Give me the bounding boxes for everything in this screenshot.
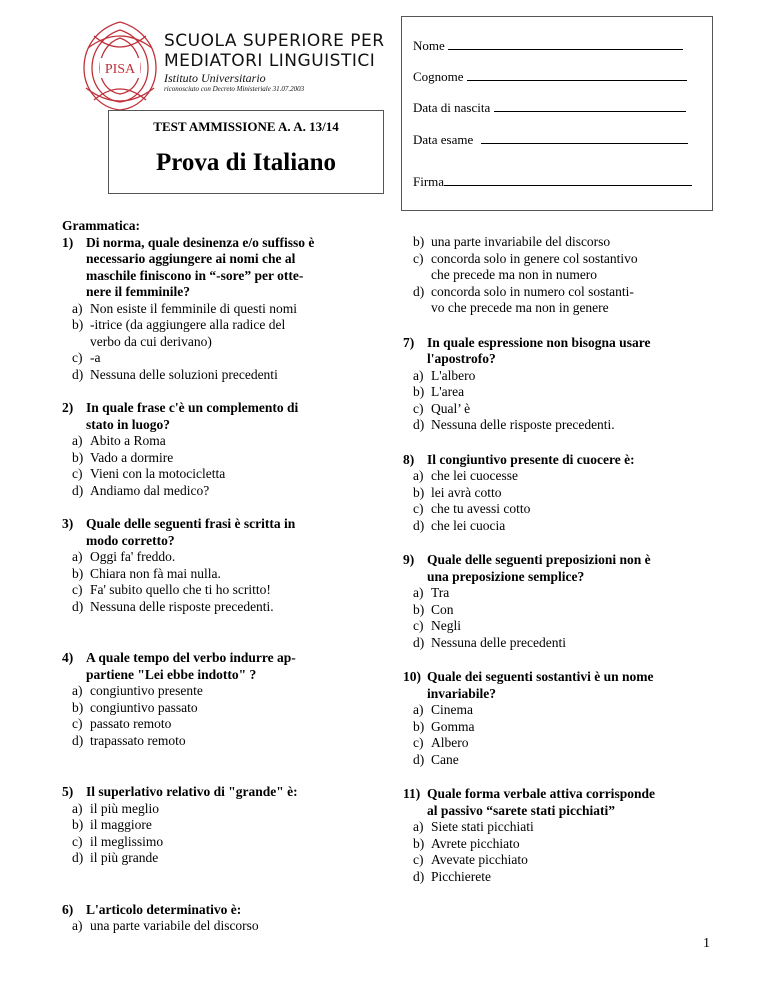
option-letter: a) bbox=[72, 918, 83, 933]
answer-option[interactable] bbox=[72, 834, 362, 851]
question-text: Quale delle seguenti frasi è scritta in bbox=[86, 516, 296, 531]
option-letter: d) bbox=[413, 634, 425, 650]
option-text: congiuntivo presente bbox=[90, 683, 203, 698]
option-text: lei avrà cotto bbox=[431, 484, 502, 500]
option-letter: c) bbox=[413, 400, 424, 416]
option-text: Picchierete bbox=[431, 868, 491, 884]
option-letter: c) bbox=[72, 716, 83, 731]
option-letter: c) bbox=[72, 833, 83, 849]
option-text: Tra bbox=[431, 585, 450, 600]
option-letter: a) bbox=[413, 819, 424, 834]
option-text: Non esiste il femminile di questi nomi bbox=[90, 300, 297, 316]
question-text: Di norma, quale desinenza e/o suffisso è bbox=[86, 234, 315, 250]
option-text: verbo da cui derivano) bbox=[90, 333, 212, 349]
cognome-label: Cognome bbox=[413, 69, 464, 84]
option-text: concorda solo in genere col sostantivo bbox=[431, 250, 638, 266]
question-number: 11) bbox=[403, 786, 421, 801]
option-letter: c) bbox=[413, 501, 424, 516]
question-block bbox=[62, 400, 362, 499]
option-text: Fa' subito quello che ti ho scritto! bbox=[90, 582, 271, 597]
answer-option[interactable] bbox=[413, 284, 723, 301]
option-letter: b) bbox=[413, 234, 425, 249]
option-text: Con bbox=[431, 601, 454, 617]
option-letter: c) bbox=[413, 852, 424, 867]
option-text: Oggi fa' freddo. bbox=[90, 549, 176, 564]
question-text: stato in luogo? bbox=[86, 416, 171, 432]
option-letter: c) bbox=[413, 618, 424, 633]
answer-option[interactable] bbox=[72, 367, 362, 384]
option-text: -itrice (da aggiungere alla radice del bbox=[90, 317, 286, 332]
question-block bbox=[403, 669, 723, 768]
option-text: L'albero bbox=[431, 367, 476, 383]
question-text: invariabile? bbox=[427, 685, 497, 701]
option-letter: d) bbox=[413, 283, 425, 299]
option-text: congiuntivo passato bbox=[90, 699, 198, 715]
option-letter: a) bbox=[72, 300, 83, 316]
question-block bbox=[62, 902, 362, 935]
answer-option[interactable] bbox=[72, 301, 362, 318]
nome-field[interactable] bbox=[413, 38, 683, 54]
answer-option[interactable] bbox=[413, 417, 723, 434]
question-text: L'articolo determinativo è: bbox=[86, 901, 242, 917]
answer-option[interactable] bbox=[413, 869, 723, 886]
question-text: una preposizione semplice? bbox=[427, 568, 585, 584]
question-number: 7) bbox=[403, 334, 415, 350]
question-number: 10) bbox=[403, 669, 421, 684]
option-text: Avrete picchiato bbox=[431, 835, 520, 851]
question-text: nere il femminile? bbox=[86, 284, 190, 299]
option-letter: a) bbox=[413, 367, 424, 383]
question-text: necessario aggiungere ai nomi che al bbox=[86, 251, 296, 266]
option-text: Negli bbox=[431, 618, 461, 633]
answer-option[interactable] bbox=[72, 817, 362, 834]
option-text: Abito a Roma bbox=[90, 433, 166, 448]
option-letter: b) bbox=[72, 699, 84, 715]
answer-option[interactable] bbox=[72, 918, 362, 935]
question-text: In quale frase c'è un complemento di bbox=[86, 400, 299, 415]
option-text: il più grande bbox=[90, 850, 159, 865]
option-letter: a) bbox=[413, 585, 424, 600]
option-letter: d) bbox=[413, 868, 425, 884]
answer-option[interactable] bbox=[413, 485, 723, 502]
option-letter: b) bbox=[72, 317, 84, 332]
option-text: Andiamo dal medico? bbox=[90, 482, 210, 498]
firma-line[interactable] bbox=[444, 174, 692, 186]
answer-option[interactable] bbox=[413, 836, 723, 853]
question-block bbox=[403, 234, 723, 317]
answer-option-continuation bbox=[72, 334, 362, 351]
question-text: al passivo “sarete stati picchiati” bbox=[427, 802, 615, 818]
answer-option[interactable] bbox=[413, 468, 723, 485]
option-letter: d) bbox=[72, 482, 84, 498]
option-letter: b) bbox=[413, 484, 425, 500]
option-text: Nessuna delle risposte precedenti. bbox=[431, 417, 615, 432]
question-number: 4) bbox=[62, 650, 74, 665]
nome-label: Nome bbox=[413, 38, 445, 53]
answer-option[interactable] bbox=[72, 850, 362, 867]
test-title-box bbox=[108, 110, 384, 194]
question-block bbox=[403, 335, 723, 434]
question-block bbox=[62, 650, 362, 749]
answer-option[interactable] bbox=[413, 384, 723, 401]
data-nascita-line[interactable] bbox=[494, 100, 686, 112]
student-info-box bbox=[401, 16, 713, 211]
data-nascita-label: Data di nascita bbox=[413, 100, 491, 115]
option-letter: a) bbox=[413, 468, 424, 483]
option-text: Siete stati picchiati bbox=[431, 819, 534, 834]
option-text: Nessuna delle precedenti bbox=[431, 634, 566, 650]
question-text: l'apostrofo? bbox=[427, 351, 496, 366]
data-esame-field[interactable] bbox=[413, 132, 688, 148]
answer-option[interactable] bbox=[72, 549, 362, 566]
logo-line-2: MEDIATORI LINGUISTICI bbox=[164, 51, 376, 71]
question-number: 1) bbox=[62, 234, 74, 250]
option-text: Gomma bbox=[431, 718, 475, 734]
test-title: Prova di Italiano bbox=[155, 149, 337, 176]
firma-label: Firma bbox=[413, 174, 445, 189]
answer-option[interactable] bbox=[413, 585, 723, 602]
option-text: passato remoto bbox=[90, 716, 172, 731]
option-letter: d) bbox=[413, 417, 425, 432]
option-text: una parte variabile del discorso bbox=[90, 918, 259, 933]
question-block bbox=[62, 784, 362, 867]
question-number: 6) bbox=[62, 901, 74, 917]
answer-option[interactable] bbox=[413, 368, 723, 385]
option-text: che precede ma non in numero bbox=[431, 267, 598, 282]
question-text: Il superlativo relativo di "grande" è: bbox=[86, 784, 298, 799]
answer-option[interactable] bbox=[72, 433, 362, 450]
option-text: il meglissimo bbox=[90, 833, 164, 849]
question-text: modo corretto? bbox=[86, 532, 175, 548]
answer-option[interactable] bbox=[413, 719, 723, 736]
question-block bbox=[403, 552, 723, 651]
answer-option[interactable] bbox=[413, 752, 723, 769]
question-text: In quale espressione non bisogna usare bbox=[427, 334, 651, 350]
option-text: Vado a dormire bbox=[90, 449, 174, 465]
answer-option-continuation bbox=[413, 267, 723, 284]
answer-option[interactable] bbox=[413, 618, 723, 635]
option-text: trapassato remoto bbox=[90, 732, 186, 748]
right-column bbox=[403, 234, 723, 885]
answer-option[interactable] bbox=[72, 716, 362, 733]
option-letter: c) bbox=[413, 250, 424, 266]
answer-option[interactable] bbox=[413, 234, 723, 251]
answer-option[interactable] bbox=[72, 350, 362, 367]
question-block bbox=[62, 235, 362, 384]
answer-option[interactable] bbox=[413, 501, 723, 518]
cognome-field[interactable] bbox=[413, 69, 687, 85]
option-text: il più meglio bbox=[90, 800, 159, 816]
option-text: che lei cuocesse bbox=[431, 468, 518, 483]
data-esame-line[interactable] bbox=[481, 132, 688, 144]
option-letter: c) bbox=[72, 350, 83, 365]
question-text: Il congiuntivo presente di cuocere è: bbox=[427, 451, 635, 467]
answer-option[interactable] bbox=[413, 735, 723, 752]
option-letter: a) bbox=[72, 549, 83, 564]
option-text: Nessuna delle soluzioni precedenti bbox=[90, 366, 278, 382]
question-block bbox=[403, 452, 723, 535]
option-letter: b) bbox=[72, 449, 84, 465]
option-text: Cinema bbox=[431, 702, 473, 717]
cognome-line[interactable] bbox=[467, 69, 687, 81]
option-text: Qual’ è bbox=[431, 400, 471, 416]
logo-emblem-icon bbox=[80, 18, 160, 113]
logo-line-3: Istituto Universitario bbox=[164, 71, 266, 85]
answer-option[interactable] bbox=[72, 582, 362, 599]
test-header: TEST AMMISSIONE A. A. 13/14 bbox=[153, 119, 339, 134]
answer-option[interactable] bbox=[72, 450, 362, 467]
data-esame-label: Data esame bbox=[413, 132, 474, 147]
option-letter: b) bbox=[72, 565, 84, 581]
question-block bbox=[403, 786, 723, 885]
answer-option[interactable] bbox=[72, 317, 362, 334]
page-number: 1 bbox=[703, 936, 710, 951]
option-text: concorda solo in numero col sostanti- bbox=[431, 283, 634, 299]
firma-field[interactable] bbox=[413, 174, 692, 190]
option-text: che lei cuocia bbox=[431, 517, 506, 533]
answer-option[interactable] bbox=[72, 599, 362, 616]
option-letter: b) bbox=[413, 835, 425, 851]
data-nascita-field[interactable] bbox=[413, 100, 686, 116]
logo-line-1: SCUOLA SUPERIORE PER bbox=[164, 31, 385, 51]
answer-option[interactable] bbox=[72, 683, 362, 700]
option-letter: c) bbox=[72, 466, 83, 481]
answer-option[interactable] bbox=[413, 852, 723, 869]
answer-option[interactable] bbox=[72, 483, 362, 500]
option-letter: d) bbox=[72, 366, 84, 382]
option-letter: c) bbox=[413, 735, 424, 750]
question-text: Quale delle seguenti preposizioni non è bbox=[427, 552, 651, 567]
option-text: che tu avessi cotto bbox=[431, 501, 531, 516]
answer-option[interactable] bbox=[72, 801, 362, 818]
option-letter: b) bbox=[413, 718, 425, 734]
answer-option[interactable] bbox=[413, 602, 723, 619]
option-letter: d) bbox=[413, 517, 425, 533]
answer-option[interactable] bbox=[413, 518, 723, 535]
option-letter: a) bbox=[72, 683, 83, 698]
option-letter: a) bbox=[413, 702, 424, 717]
nome-line[interactable] bbox=[448, 38, 683, 50]
option-letter: d) bbox=[72, 732, 84, 748]
option-letter: d) bbox=[72, 598, 84, 614]
option-text: una parte invariabile del discorso bbox=[431, 234, 611, 249]
question-number: 5) bbox=[62, 784, 74, 799]
option-text: Chiara non fà mai nulla. bbox=[90, 565, 221, 581]
question-text: maschile finiscono in “-sore” per otte- bbox=[86, 267, 304, 283]
answer-option[interactable] bbox=[413, 635, 723, 652]
answer-option[interactable] bbox=[413, 251, 723, 268]
answer-option[interactable] bbox=[72, 566, 362, 583]
svg-text:PISA: PISA bbox=[104, 62, 136, 77]
question-number: 3) bbox=[62, 516, 74, 531]
question-text: Quale forma verbale attiva corrisponde bbox=[427, 786, 655, 801]
question-number: 9) bbox=[403, 552, 415, 567]
question-text: Quale dei seguenti sostantivi è un nome bbox=[427, 669, 654, 684]
option-letter: a) bbox=[72, 433, 83, 448]
option-text: Cane bbox=[431, 751, 459, 767]
option-text: vo che precede ma non in genere bbox=[431, 300, 609, 315]
answer-option[interactable] bbox=[413, 401, 723, 418]
logo-line-4: riconosciuto con Decreto Ministeriale 31.07.2003 bbox=[164, 85, 305, 93]
option-letter: d) bbox=[413, 751, 425, 767]
answer-option[interactable] bbox=[72, 466, 362, 483]
option-text: Albero bbox=[431, 735, 469, 750]
option-letter: b) bbox=[413, 384, 425, 399]
option-text: Nessuna delle risposte precedenti. bbox=[90, 598, 274, 614]
section-title: Grammatica: bbox=[62, 218, 140, 233]
question-number: 2) bbox=[62, 400, 74, 415]
question-text: A quale tempo del verbo indurre ap- bbox=[86, 650, 296, 665]
option-text: Vieni con la motocicletta bbox=[90, 466, 226, 481]
option-text: il maggiore bbox=[90, 817, 152, 832]
option-text: -a bbox=[90, 350, 101, 365]
question-number: 8) bbox=[403, 451, 415, 467]
answer-option[interactable] bbox=[413, 702, 723, 719]
answer-option[interactable] bbox=[72, 733, 362, 750]
option-text: Avevate picchiato bbox=[431, 852, 528, 867]
question-text: partiene "Lei ebbe indotto" ? bbox=[86, 666, 257, 682]
option-letter: d) bbox=[72, 850, 84, 865]
answer-option-continuation bbox=[413, 300, 723, 317]
option-letter: b) bbox=[413, 601, 425, 617]
question-block bbox=[62, 516, 362, 615]
answer-option[interactable] bbox=[72, 700, 362, 717]
option-text: L'area bbox=[431, 384, 465, 399]
option-letter: a) bbox=[72, 800, 83, 816]
school-logo bbox=[80, 18, 390, 113]
left-column bbox=[62, 218, 362, 935]
option-letter: b) bbox=[72, 817, 84, 832]
option-letter: c) bbox=[72, 582, 83, 597]
answer-option[interactable] bbox=[413, 819, 723, 836]
